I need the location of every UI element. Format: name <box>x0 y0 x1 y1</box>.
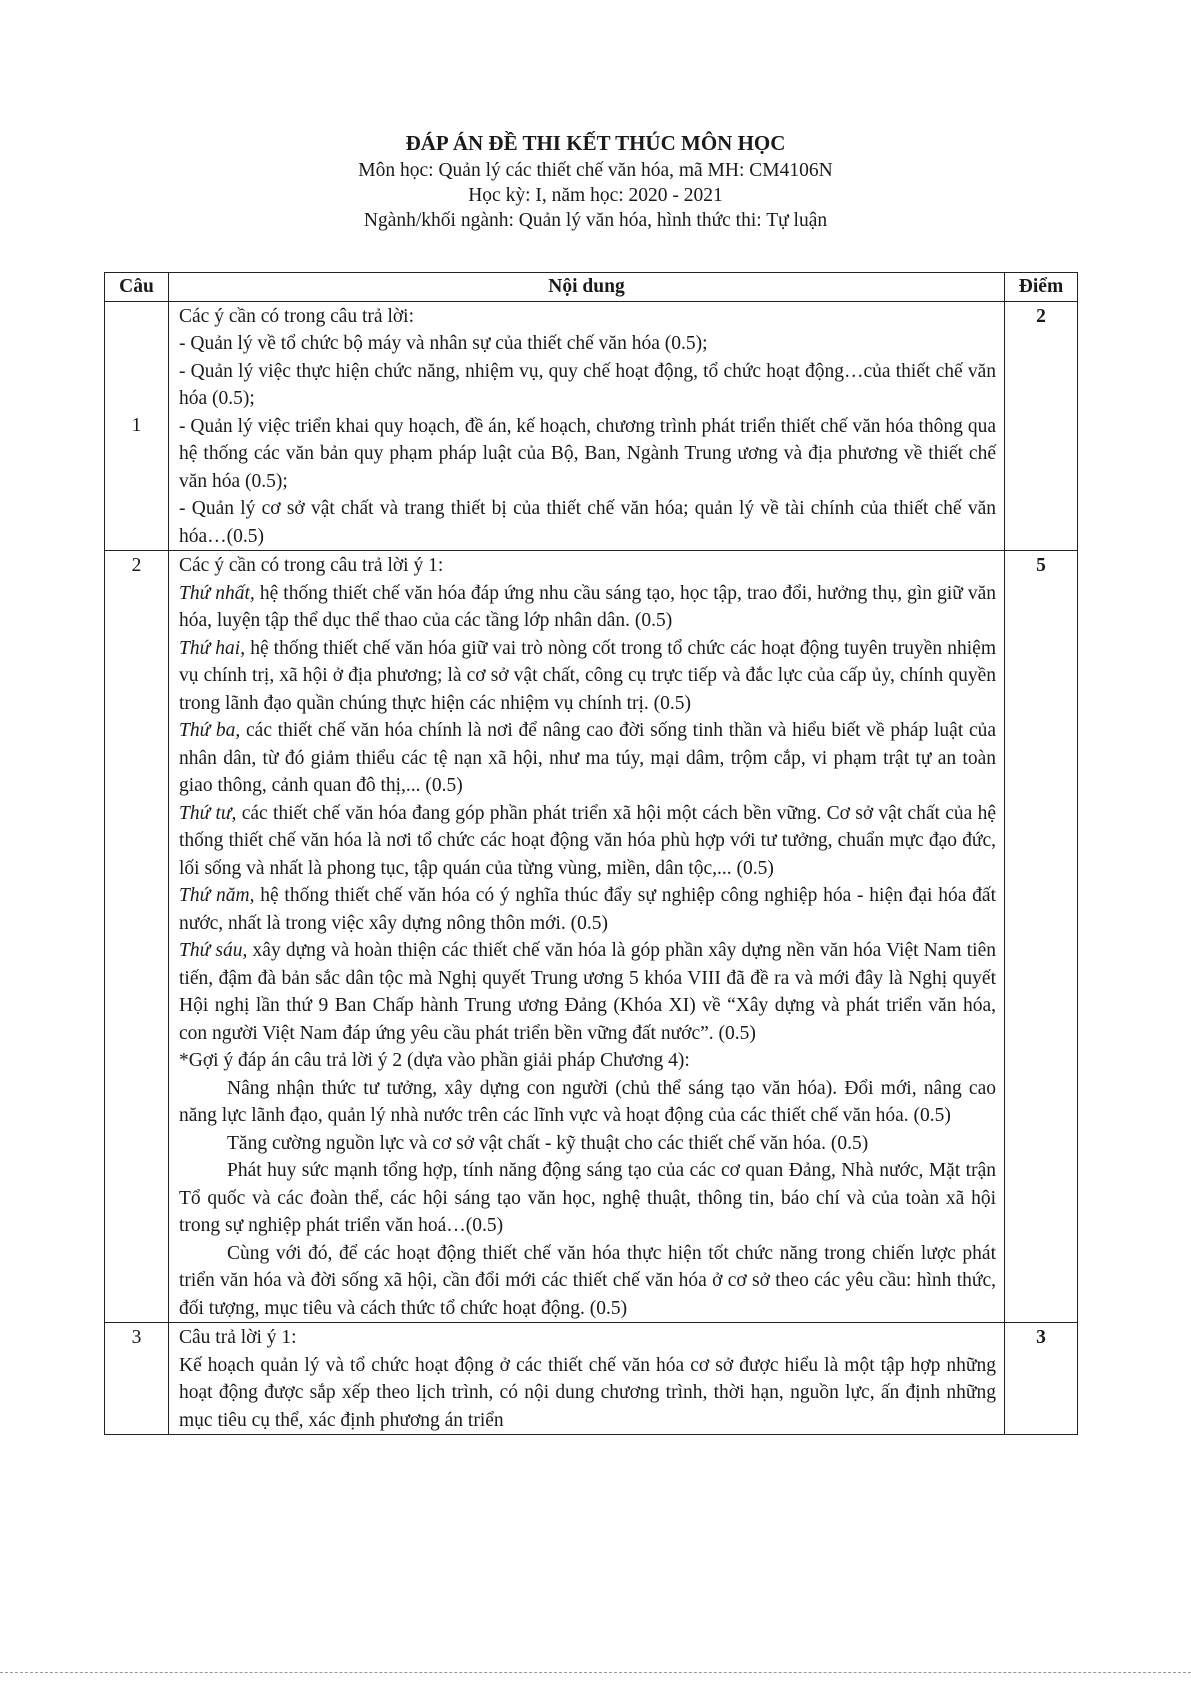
solution-paragraph: Nâng nhận thức tư tưởng, xây dựng con người (chủ thể sáng tạo văn hóa). Đổi mới, nâng cao năng lực lãnh đạo, quản lý nhà nước trên các lĩnh vực và hoạt động của các thiết chế văn hóa. (0.5) <box>179 1077 996 1126</box>
point-lead: Thứ tư, <box>179 802 237 824</box>
content-point <box>179 635 996 718</box>
content-point <box>179 882 996 937</box>
document-title: ĐÁP ÁN ĐỀ THI KẾT THÚC MÔN HỌC <box>405 131 786 155</box>
point-text: hệ thống thiết chế văn hóa đáp ứng nhu cầu sáng tạo, học tập, trao đổi, hưởng thụ, gìn giữ văn hóa, luyện tập thể dục thể thao của các tầng lớp nhân dân. (0.5) <box>179 582 996 631</box>
header-score: Điểm <box>1005 273 1078 302</box>
point-lead: Thứ hai, <box>179 637 246 659</box>
major-line: Ngành/khối ngành: Quản lý văn hóa, hình thức thi: Tự luận <box>363 210 828 231</box>
point-text: xây dựng và hoàn thiện các thiết chế văn hóa là góp phần xây dựng nền văn hóa Việt Nam tiên tiến, đậm đà bản sắc dân tộc mà Nghị quyết Trung ương 5 khóa VIII đã đề ra và mới đây là Nghị quyết Hội nghị lần thứ 9 Ban Chấp hành Trung ương Đảng (Khóa XI) về “Xây dựng và phát triển văn hóa, con người Việt Nam đáp ứng yêu cầu phát triển bền vững đất nước”. (0.5) <box>179 940 996 1044</box>
content-text: Kế hoạch quản lý và tổ chức hoạt động ở các thiết chế văn hóa cơ sở được hiểu là một tập hợp những hoạt động được sắp xếp theo lịch trình, có nội dung chương trình, thời hạn, nguồn lực, ấn định những mục tiêu cụ thể, xác định phương án triển <box>179 1354 996 1431</box>
point-text: các thiết chế văn hóa chính là nơi để nâng cao đời sống tinh thần và hiểu biết về pháp luật của nhân dân, từ đó giảm thiểu các tệ nạn xã hội, như ma túy, mại dâm, trộm cắp, vi phạm trật tự an toàn giao thông, cảnh quan đô thị,... (0.5) <box>179 720 997 796</box>
page-bottom-edge <box>0 1672 1191 1674</box>
point-lead: Thứ ba, <box>179 720 241 741</box>
content-point <box>179 580 996 635</box>
content-line: - Quản lý việc triển khai quy hoạch, đề án, kế hoạch, chương trình phát triển thiết chế văn hóa thông qua hệ thống các văn bản quy phạm pháp luật của Bộ, Ban, Ngành Trung ương và địa phương về thiết chế văn hóa (0.5); <box>179 415 996 492</box>
point-text: các thiết chế văn hóa đang góp phần phát triển xã hội một cách bền vững. Cơ sở vật chất của hệ thống thiết chế văn hóa là nơi tổ chức các hoạt động văn hóa phù hợp với tư tưởng, chuẩn mực đạo đức, lối sống và nhất là phong tục, tập quán của từng vùng, miền, dân tộc,... (0.5) <box>179 802 996 879</box>
question-score: 2 <box>1005 301 1078 551</box>
answer-table <box>104 272 1078 1435</box>
header-question: Câu <box>105 273 169 302</box>
solution-paragraph: Tăng cường nguồn lực và cơ sở vật chất - kỹ thuật cho các thiết chế văn hóa. (0.5) <box>227 1132 869 1154</box>
document-header <box>0 128 1191 233</box>
content-intro: Các ý cần có trong câu trả lời ý 1: <box>179 555 444 576</box>
question-content <box>169 1323 1005 1435</box>
solution-paragraph: Cùng với đó, để các hoạt động thiết chế văn hóa thực hiện tốt chức năng trong chiến lược phát triển văn hóa và đời sống xã hội, cần đổi mới các thiết chế văn hóa ở cơ sở theo các yêu cầu: hình thức, đối tượng, mục tiêu và cách thức tổ chức hoạt động. (0.5) <box>179 1242 996 1319</box>
question-score: 5 <box>1005 551 1078 1323</box>
content-line: - Quản lý về tổ chức bộ máy và nhân sự của thiết chế văn hóa (0.5); <box>179 333 708 354</box>
content-point <box>179 800 996 883</box>
question-number: 2 <box>105 551 169 1323</box>
point-text: hệ thống thiết chế văn hóa có ý nghĩa thúc đẩy sự nghiệp công nghiệp hóa - hiện đại hóa đất nước, nhất là trong việc xây dựng nông thôn mới. (0.5) <box>179 885 996 934</box>
table-row <box>105 551 1078 1323</box>
point-lead: Thứ năm, <box>179 885 255 906</box>
table-header-row <box>105 273 1078 302</box>
subject-line: Môn học: Quản lý các thiết chế văn hóa, mã MH: CM4106N <box>358 160 833 181</box>
point-lead: Thứ nhất, <box>179 582 255 604</box>
content-intro: Câu trả lời ý 1: <box>179 1327 297 1348</box>
point-text: hệ thống thiết chế văn hóa giữ vai trò nòng cốt trong tổ chức các hoạt động tuyên truyền nhiệm vụ chính trị, xã hội ở địa phương; là cơ sở vật chất, công cụ trực tiếp và đắc lực của cấp ủy, chính quyền trong lãnh đạo quần chúng thực hiện các nhiệm vụ chính trị. (0.5) <box>179 637 996 714</box>
table-row <box>105 301 1078 551</box>
solution-paragraph: Phát huy sức mạnh tổng hợp, tính năng động sáng tạo của các cơ quan Đảng, Nhà nước, Mặt trận Tổ quốc và các đoàn thể, các hội sáng tạo văn học, nghệ thuật, thông tin, báo chí và của toàn xã hội trong sự nghiệp phát triển văn hoá…(0.5) <box>179 1160 996 1236</box>
content-hint: *Gợi ý đáp án câu trả lời ý 2 (dựa vào phần giải pháp Chương 4): <box>179 1050 690 1071</box>
content-point <box>179 717 996 800</box>
table-row <box>105 1323 1078 1435</box>
question-number: 3 <box>105 1323 169 1435</box>
header-content: Nội dung <box>169 273 1005 302</box>
point-lead: Thứ sáu, <box>179 940 248 961</box>
content-line: - Quản lý việc thực hiện chức năng, nhiệm vụ, quy chế hoạt động, tổ chức hoạt động…của thiết chế văn hóa (0.5); <box>179 360 996 409</box>
content-point <box>179 937 996 1047</box>
content-line: Các ý cần có trong câu trả lời: <box>179 305 415 327</box>
question-content <box>169 301 1005 551</box>
question-content <box>169 551 1005 1323</box>
content-line: - Quản lý cơ sở vật chất và trang thiết bị của thiết chế văn hóa; quản lý về tài chính của thiết chế văn hóa…(0.5) <box>179 498 996 547</box>
term-line: Học kỳ: I, năm học: 2020 - 2021 <box>468 185 723 206</box>
question-score: 3 <box>1005 1323 1078 1435</box>
question-number: 1 <box>105 301 169 551</box>
